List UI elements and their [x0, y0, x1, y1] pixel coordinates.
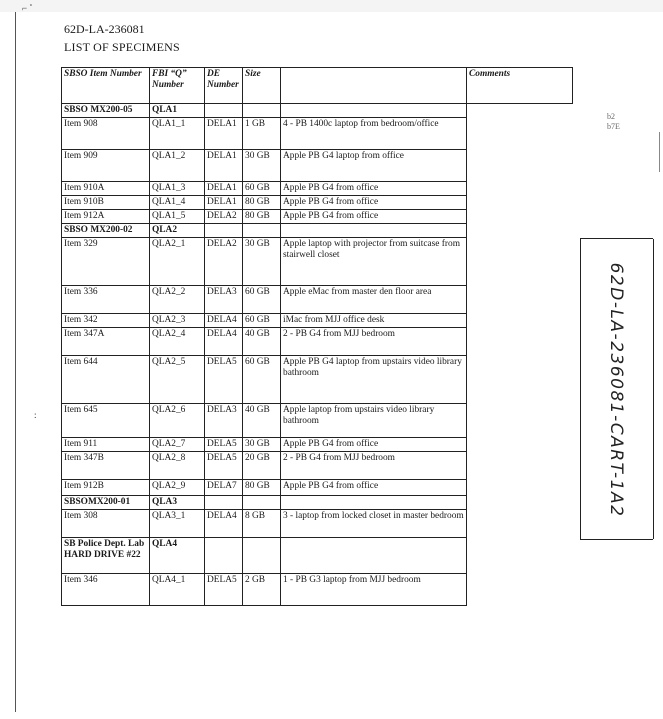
cell-sbso-item: Item 908 — [62, 118, 150, 150]
cell-de-number: DELA5 — [205, 356, 243, 404]
cell-fbi-q: QLA2 — [150, 224, 205, 238]
cell-fbi-q: QLA1_1 — [150, 118, 205, 150]
table-row — [62, 356, 573, 404]
cell-sbso-item: Item 911 — [62, 438, 150, 452]
col-header-de: DE Number — [205, 68, 243, 104]
cell-sbso-item: SBSOMX200-01 — [62, 496, 150, 510]
cell-sbso-item: Item 909 — [62, 150, 150, 182]
cell-sbso-item: Item 308 — [62, 510, 150, 538]
cell-de-number: DELA1 — [205, 118, 243, 150]
col-header-sbso: SBSO Item Number — [62, 68, 150, 104]
cell-fbi-q: QLA2_7 — [150, 438, 205, 452]
cell-comments: 1 - PB G3 laptop from MJJ bedroom — [281, 574, 467, 606]
table-row — [62, 150, 573, 182]
scan-top-edge — [0, 0, 663, 12]
table-group-row — [62, 224, 573, 238]
cell-size — [243, 496, 281, 510]
table-row — [62, 438, 573, 452]
cell-comments: 2 - PB G4 from MJJ bedroom — [281, 328, 467, 356]
cell-fbi-q: QLA2_2 — [150, 286, 205, 314]
cell-sbso-item: SBSO MX200-02 — [62, 224, 150, 238]
cell-size: 1 GB — [243, 118, 281, 150]
cell-sbso-item: Item 912A — [62, 210, 150, 224]
file-number: 62D-LA-236081 — [64, 22, 145, 36]
cell-de-number: DELA5 — [205, 438, 243, 452]
table-header-row — [62, 68, 573, 104]
cell-de-number: DELA5 — [205, 452, 243, 480]
table-row — [62, 480, 573, 496]
cell-de-number: DELA1 — [205, 196, 243, 210]
cell-comments: Apple PB G4 laptop from office — [281, 150, 467, 182]
cell-size — [243, 224, 281, 238]
table-row — [62, 286, 573, 314]
col-header-comments: Comments — [467, 68, 573, 104]
cell-fbi-q: QLA2_1 — [150, 238, 205, 286]
cell-sbso-item: Item 910B — [62, 196, 150, 210]
cell-sbso-item: Item 342 — [62, 314, 150, 328]
cell-de-number: DELA7 — [205, 480, 243, 496]
table-row — [62, 182, 573, 196]
cell-comments: 3 - laptop from locked closet in master bedroom — [281, 510, 467, 538]
table-row — [62, 196, 573, 210]
cell-fbi-q: QLA2_9 — [150, 480, 205, 496]
table-row — [62, 118, 573, 150]
cell-fbi-q: QLA1_4 — [150, 196, 205, 210]
cell-size: 30 GB — [243, 150, 281, 182]
scan-mark: ⌐ ˚ — [22, 3, 33, 13]
cell-comments: Apple PB G4 from office — [281, 182, 467, 196]
cell-fbi-q: QLA2_5 — [150, 356, 205, 404]
cell-fbi-q: QLA3 — [150, 496, 205, 510]
cell-comments: Apple PB G4 from office — [281, 438, 467, 452]
cell-sbso-item: SB Police Dept. Lab HARD DRIVE #22 — [62, 538, 150, 574]
cell-size: 60 GB — [243, 182, 281, 196]
cell-de-number — [205, 224, 243, 238]
col-header-size: Size — [243, 68, 281, 104]
scan-dot: : — [34, 410, 37, 420]
cell-de-number: DELA2 — [205, 210, 243, 224]
cell-size: 60 GB — [243, 356, 281, 404]
cell-sbso-item: Item 336 — [62, 286, 150, 314]
cell-fbi-q: QLA2_6 — [150, 404, 205, 438]
cell-comments: iMac from MJJ office desk — [281, 314, 467, 328]
cell-size: 40 GB — [243, 404, 281, 438]
cell-sbso-item: Item 644 — [62, 356, 150, 404]
exemption-code-b7e: b7E — [607, 122, 620, 131]
col-header-fbi-q: FBI “Q” Number — [150, 68, 205, 104]
cell-size: 30 GB — [243, 438, 281, 452]
cell-comments: Apple eMac from master den floor area — [281, 286, 467, 314]
cell-size: 8 GB — [243, 510, 281, 538]
table-row — [62, 574, 573, 606]
table-group-row — [62, 538, 573, 574]
table-group-row — [62, 496, 573, 510]
cell-comments: Apple laptop from upstairs video library bathroom — [281, 404, 467, 438]
cell-de-number — [205, 496, 243, 510]
table-group-row — [62, 104, 573, 118]
cell-sbso-item: SBSO MX200-05 — [62, 104, 150, 118]
table-row — [62, 510, 573, 538]
cell-size: 60 GB — [243, 286, 281, 314]
cell-sbso-item: Item 347A — [62, 328, 150, 356]
cell-sbso-item: Item 912B — [62, 480, 150, 496]
cell-fbi-q: QLA4 — [150, 538, 205, 574]
cell-size: 80 GB — [243, 196, 281, 210]
page-left-rule — [15, 12, 16, 712]
cell-size: 80 GB — [243, 480, 281, 496]
cell-comments: Apple PB G4 laptop from upstairs video library bathroom — [281, 356, 467, 404]
table-row — [62, 328, 573, 356]
cell-de-number: DELA3 — [205, 404, 243, 438]
cell-sbso-item: Item 645 — [62, 404, 150, 438]
cell-fbi-q: QLA2_3 — [150, 314, 205, 328]
cell-sbso-item: Item 347B — [62, 452, 150, 480]
cell-comments: Apple PB G4 from office — [281, 196, 467, 210]
cell-comments: 4 - PB 1400c laptop from bedroom/office — [281, 118, 467, 150]
cell-de-number: DELA5 — [205, 574, 243, 606]
cell-comments — [281, 224, 467, 238]
cell-comments: Apple PB G4 from office — [281, 210, 467, 224]
cell-comments: 2 - PB G4 from MJJ bedroom — [281, 452, 467, 480]
cell-de-number: DELA1 — [205, 182, 243, 196]
page-right-rule — [659, 132, 660, 172]
cell-de-number: DELA1 — [205, 150, 243, 182]
cell-fbi-q: QLA1 — [150, 104, 205, 118]
cell-comments — [281, 496, 467, 510]
cell-comments: Apple laptop with projector from suitcase from stairwell closet — [281, 238, 467, 286]
cell-size: 80 GB — [243, 210, 281, 224]
specimens-table — [61, 67, 573, 606]
cell-size — [243, 538, 281, 574]
redacted-column — [281, 68, 467, 104]
cell-size: 40 GB — [243, 328, 281, 356]
cell-size — [243, 104, 281, 118]
cell-size: 30 GB — [243, 238, 281, 286]
cell-comments — [281, 538, 467, 574]
table-row — [62, 314, 573, 328]
specimens-table-body — [62, 104, 573, 606]
cell-de-number — [205, 104, 243, 118]
exemption-code-b2: b2 — [607, 112, 615, 121]
cell-de-number: DELA4 — [205, 328, 243, 356]
cell-size: 20 GB — [243, 452, 281, 480]
handwritten-file-number: 62D-LA-236081-CART-1A2 — [606, 262, 626, 518]
cell-comments: Apple PB G4 from office — [281, 480, 467, 496]
exemption-codes — [607, 112, 620, 132]
cell-de-number: DELA3 — [205, 286, 243, 314]
cell-de-number: DELA4 — [205, 314, 243, 328]
table-row — [62, 404, 573, 438]
cell-de-number: DELA2 — [205, 238, 243, 286]
cell-comments — [281, 104, 467, 118]
cell-fbi-q: QLA3_1 — [150, 510, 205, 538]
table-row — [62, 210, 573, 224]
cell-de-number — [205, 538, 243, 574]
cell-fbi-q: QLA2_4 — [150, 328, 205, 356]
table-row — [62, 452, 573, 480]
cell-size: 60 GB — [243, 314, 281, 328]
table-row — [62, 238, 573, 286]
cell-size: 2 GB — [243, 574, 281, 606]
cell-fbi-q: QLA1_2 — [150, 150, 205, 182]
cell-fbi-q: QLA4_1 — [150, 574, 205, 606]
cell-fbi-q: QLA2_8 — [150, 452, 205, 480]
cell-fbi-q: QLA1_3 — [150, 182, 205, 196]
cell-sbso-item: Item 346 — [62, 574, 150, 606]
cell-sbso-item: Item 910A — [62, 182, 150, 196]
document-title: LIST OF SPECIMENS — [64, 40, 180, 54]
cell-sbso-item: Item 329 — [62, 238, 150, 286]
cell-fbi-q: QLA1_5 — [150, 210, 205, 224]
cell-de-number: DELA4 — [205, 510, 243, 538]
